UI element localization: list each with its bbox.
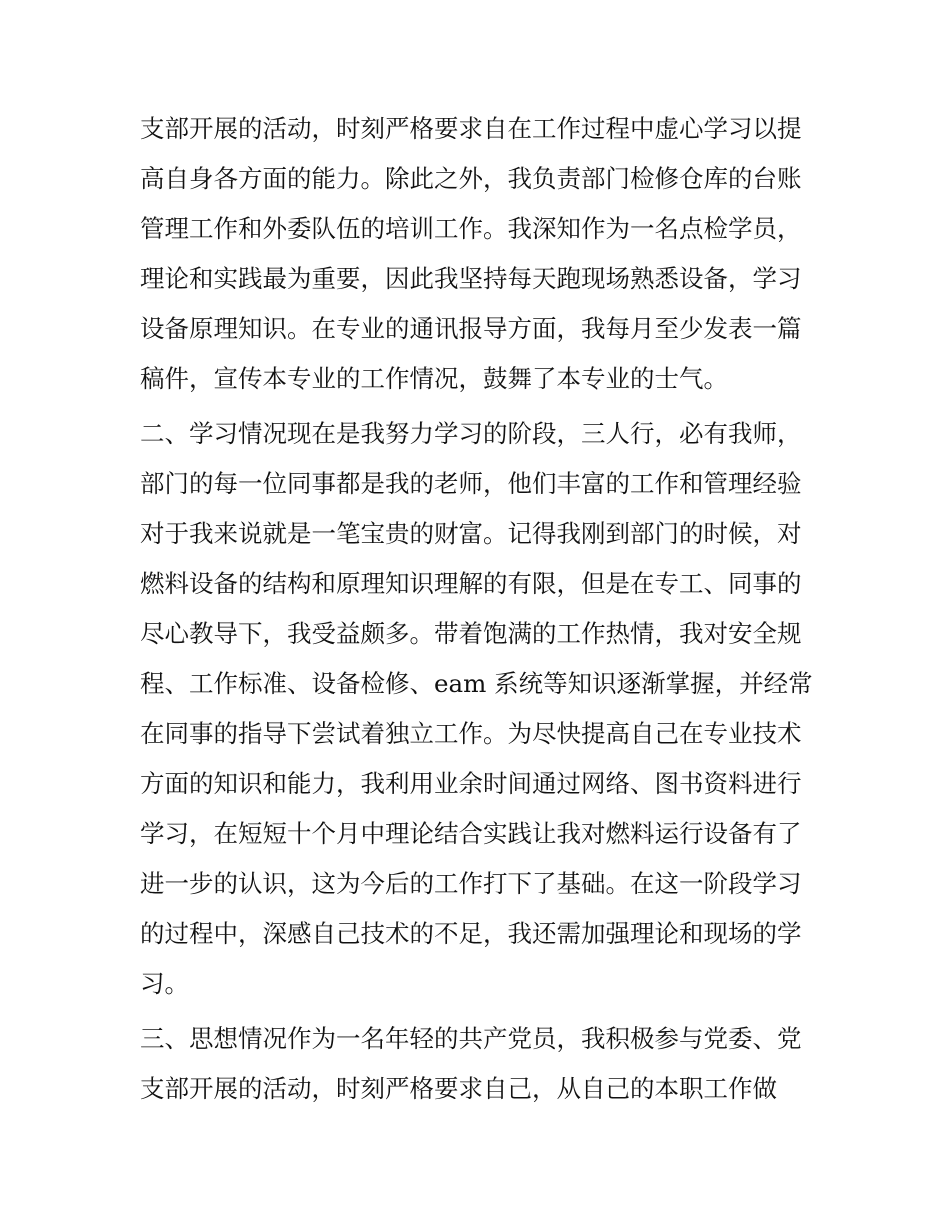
text-line: 理论和实践最为重要，因此我坚持每天跑现场熟悉设备，学习 — [140, 264, 802, 293]
text-line: 程、工作标准、设备检修、eam 系统等知识逐渐掌握，并经常 — [140, 669, 813, 698]
text-line: 二、学习情况现在是我努力学习的阶段，三人行，必有我师， — [140, 419, 802, 448]
text-line: 支部开展的活动，时刻严格要求自己，从自己的本职工作做 — [140, 1074, 777, 1103]
text-line: 三、思想情况作为一名年轻的共产党员，我积极参与党委、党 — [140, 1024, 802, 1053]
text-line: 的过程中，深感自己技术的不足，我还需加强理论和现场的学 — [140, 919, 802, 948]
text-line: 进一步的认识，这为今后的工作打下了基础。在这一阶段学习 — [140, 869, 802, 898]
text-line: 管理工作和外委队伍的培训工作。我深知作为一名点检学员， — [140, 214, 802, 243]
paragraph-work-duties — [140, 104, 820, 404]
text-line: 设备原理知识。在专业的通讯报导方面，我每月至少发表一篇 — [140, 314, 802, 343]
paragraph-study-situation — [140, 409, 820, 1009]
text-line: 部门的每一位同事都是我的老师，他们丰富的工作和管理经验 — [140, 469, 802, 498]
text-line: 燃料设备的结构和原理知识理解的有限，但是在专工、同事的 — [140, 569, 802, 598]
text-line: 方面的知识和能力，我利用业余时间通过网络、图书资料进行 — [140, 769, 802, 798]
paragraph-ideological-situation — [140, 1014, 820, 1114]
text-line: 学习，在短短十个月中理论结合实践让我对燃料运行设备有了 — [140, 819, 802, 848]
text-line: 高自身各方面的能力。除此之外，我负责部门检修仓库的台账 — [140, 164, 802, 193]
text-line: 尽心教导下，我受益颇多。带着饱满的工作热情，我对安全规 — [140, 619, 802, 648]
document-body — [140, 104, 820, 1119]
text-line: 对于我来说就是一笔宝贵的财富。记得我刚到部门的时候，对 — [140, 519, 802, 548]
text-line: 在同事的指导下尝试着独立工作。为尽快提高自己在专业技术 — [140, 719, 802, 748]
text-line: 稿件，宣传本专业的工作情况，鼓舞了本专业的士气。 — [140, 364, 728, 393]
text-line: 支部开展的活动，时刻严格要求自在工作过程中虚心学习以提 — [140, 114, 802, 143]
text-line: 习。 — [140, 969, 189, 998]
